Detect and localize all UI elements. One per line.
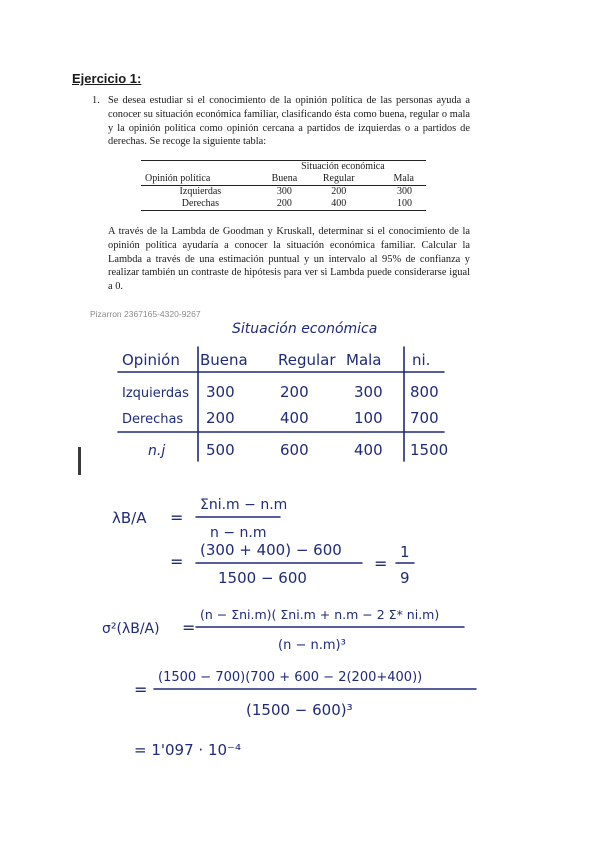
hw-var-label: σ²(λB/A)	[102, 621, 160, 637]
hw-var-result: = 1'097 · 10⁻⁴	[134, 741, 241, 759]
hw-cell: 600	[280, 441, 309, 459]
problem-text: Se desea estudiar si el conocimiento de la opinión política de las personas ayuda a conocer su situación económica familiar, clasificando ésta como buena, regular o mala y la opinión política como opinión cercana a partidos de izquierdas o a partidos de derechas. Se recoge la siguiente tabla:	[108, 95, 470, 148]
problem-number: 1.	[92, 95, 100, 106]
hw-lambda-result-num: 1	[400, 543, 410, 561]
hw-cell: 500	[206, 441, 235, 459]
table-header-regular: Regular	[309, 173, 368, 186]
table-cell: 300	[397, 186, 412, 197]
hw-cell: 100	[354, 409, 383, 427]
hw-cell: n.j	[148, 443, 166, 459]
table-group-header: Situación económica	[260, 161, 426, 174]
table-cell: 100	[368, 198, 426, 211]
data-table	[141, 160, 426, 211]
margin-mark	[78, 447, 81, 475]
table-header-mala: Mala	[368, 173, 426, 186]
table-row	[141, 186, 426, 199]
hw-lambda-sub-denominator: 1500 − 600	[218, 569, 307, 587]
hw-cell: 300	[206, 383, 235, 401]
table-corner	[141, 161, 260, 174]
hw-header: Opinión	[122, 351, 180, 369]
hw-var-numerator: (n − Σni.m)( Σni.m + n.m − 2 Σ* ni.m)	[200, 607, 440, 622]
hw-equals: =	[170, 508, 184, 527]
question-text: A través de la Lambda de Goodman y Kruskall, determinar si el conocimiento de la opinión política ayudaría a conocer la situación económica familiar. Calcular la Lambda a través de una estimación puntual y un intervalo al 95% de confianza y realizar también un contraste de hipótesis para ver si Lambda puede considerarse igual a 0.	[108, 226, 470, 293]
hw-cell: 800	[410, 383, 439, 401]
table-header-buena: Buena	[260, 173, 309, 186]
hw-var-denominator: (n − n.m)³	[278, 638, 346, 653]
hw-header: Regular	[278, 351, 336, 369]
table-cell: Izquierdas	[179, 186, 222, 197]
hw-cell: 1500	[410, 441, 449, 459]
hw-cell: Derechas	[122, 412, 184, 427]
hw-lambda-numerator: Σni.m − n.m	[200, 497, 288, 513]
hw-header: Mala	[346, 351, 382, 369]
hw-cell: 200	[206, 409, 235, 427]
table-row	[141, 198, 426, 211]
hw-cell: 700	[410, 409, 439, 427]
hw-header: Buena	[200, 351, 248, 369]
hw-var-sub-denominator: (1500 − 600)³	[246, 701, 353, 719]
hw-cell: 200	[280, 383, 309, 401]
hw-lambda-label: λB/A	[112, 509, 147, 527]
hw-var-sub-numerator: (1500 − 700)(700 + 600 − 2(200+400))	[158, 670, 423, 685]
hw-cell: 400	[354, 441, 383, 459]
table-header-opinion: Opinión política	[141, 173, 260, 186]
problem-statement	[92, 94, 470, 149]
table-cell: 200	[331, 186, 347, 197]
watermark: Pizarron 2367165-4320-9267	[90, 309, 201, 319]
hw-cell: 300	[354, 383, 383, 401]
table-cell: Derechas	[141, 198, 260, 211]
hw-equals: =	[374, 554, 388, 573]
hw-lambda-result-den: 9	[400, 569, 410, 587]
hw-lambda-sub-numerator: (300 + 400) − 600	[200, 541, 342, 559]
hw-cell: Izquierdas	[122, 386, 189, 401]
hw-header: ni.	[412, 351, 431, 369]
handwritten-notes	[82, 305, 482, 775]
table-cell: 400	[309, 198, 368, 211]
hw-equals: =	[182, 618, 196, 637]
hw-equals: =	[134, 680, 148, 699]
hw-lambda-denominator: n − n.m	[210, 525, 267, 541]
table-cell: 300	[276, 186, 292, 197]
hw-equals: =	[170, 552, 184, 571]
table-cell: 200	[260, 198, 309, 211]
hw-table-title: Situación económica	[232, 321, 378, 337]
exercise-title: Ejercicio 1:	[72, 71, 142, 86]
hw-cell: 400	[280, 409, 309, 427]
